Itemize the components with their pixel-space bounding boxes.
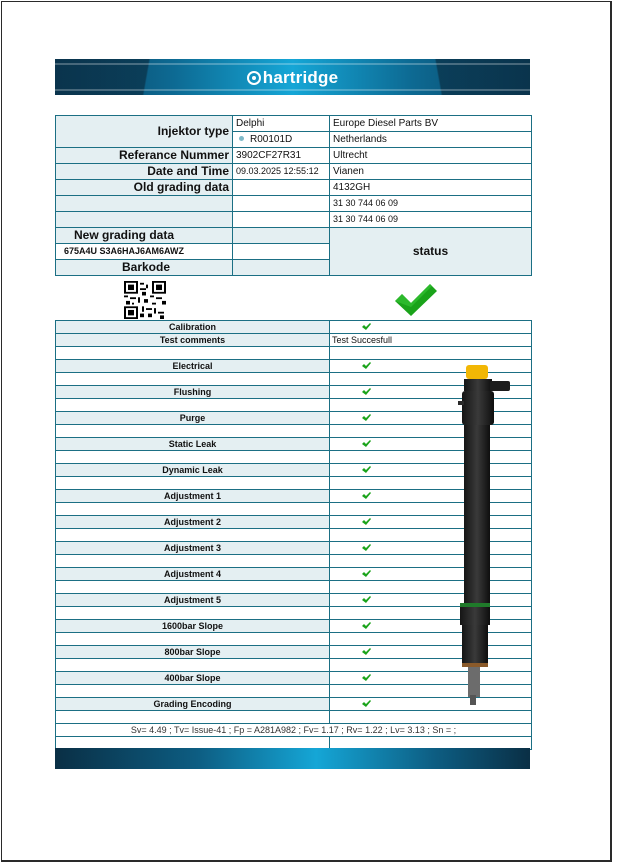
check-icon [362, 518, 371, 525]
spacer-row [56, 711, 330, 724]
check-icon [362, 440, 371, 447]
status-label: status [330, 228, 532, 276]
maker-value: Delphi [233, 116, 330, 132]
barcode-label: Barkode [56, 260, 233, 276]
company-name: Europe Diesel Parts BV [330, 116, 532, 132]
company-country: Netherlands [330, 132, 532, 148]
injector-type-label: Injektor type [56, 116, 233, 148]
datetime-label: Date and Time [56, 164, 233, 180]
test-label: Adjustment 4 [56, 568, 330, 581]
comments-value: Test Succesfull [330, 334, 532, 347]
spacer-row [56, 503, 330, 516]
spacer-row [330, 347, 532, 360]
check-icon [362, 700, 371, 707]
empty-cell [56, 212, 233, 228]
part-number-cell [233, 132, 330, 148]
injector-image [452, 365, 516, 707]
check-icon [362, 388, 371, 395]
calibration-label: Calibration [56, 321, 330, 334]
spacer-row [56, 347, 330, 360]
check-icon [362, 648, 371, 655]
test-label: Adjustment 5 [56, 594, 330, 607]
old-grading-value [233, 180, 330, 196]
part-number-value: R00101D [250, 134, 293, 145]
test-label: Adjustment 1 [56, 490, 330, 503]
check-icon [362, 492, 371, 499]
test-label: Electrical [56, 360, 330, 373]
header-table [55, 115, 532, 276]
bullet-icon [239, 136, 244, 141]
spacer-row [56, 607, 330, 620]
test-label: Dynamic Leak [56, 464, 330, 477]
check-icon [362, 544, 371, 551]
company-phone2: 31 30 744 06 09 [330, 212, 532, 228]
new-grading-label: New grading data [56, 228, 233, 244]
calibration-status [330, 321, 532, 334]
empty-cell [233, 244, 330, 260]
logo-gear-icon [247, 71, 261, 85]
test-label: 400bar Slope [56, 672, 330, 685]
check-icon [362, 466, 371, 473]
empty-cell [233, 228, 330, 244]
test-label: 800bar Slope [56, 646, 330, 659]
footer-banner [55, 748, 530, 769]
reference-label: Referance Nummer [56, 148, 233, 164]
check-icon [362, 596, 371, 603]
check-icon [362, 362, 371, 369]
datetime-value: 09.03.2025 12:55:12 [233, 164, 330, 180]
comments-label: Test comments [56, 334, 330, 347]
test-label: Static Leak [56, 438, 330, 451]
reference-value: 3902CF27R31 [233, 148, 330, 164]
empty-cell [56, 196, 233, 212]
test-label: Purge [56, 412, 330, 425]
test-label: Grading Encoding [56, 698, 330, 711]
spacer-row [56, 685, 330, 698]
parameters-footer: Sv= 4.49 ; Tv= Issue-41 ; Fp = A281A982 ; Fv= 1.17 ; Rv= 1.22 ; Lv= 3.13 ; Sn = ; [56, 724, 532, 737]
header-banner [55, 59, 530, 95]
spacer-row [56, 555, 330, 568]
old-grading-label: Old grading data [56, 180, 233, 196]
company-town: Vianen [330, 164, 532, 180]
spacer-row [56, 451, 330, 464]
spacer-row [56, 529, 330, 542]
test-label: Adjustment 2 [56, 516, 330, 529]
empty-cell [233, 196, 330, 212]
company-phone1: 31 30 744 06 09 [330, 196, 532, 212]
spacer-row [56, 373, 330, 386]
qr-code-icon [124, 281, 166, 319]
check-icon [392, 282, 440, 318]
check-icon [362, 323, 371, 330]
check-icon [362, 674, 371, 681]
empty-cell [233, 212, 330, 228]
spacer-row [56, 581, 330, 594]
test-label: 1600bar Slope [56, 620, 330, 633]
spacer-row [330, 711, 532, 724]
check-icon [362, 622, 371, 629]
empty-cell [233, 260, 330, 276]
hartridge-logo: hartridge [55, 68, 530, 88]
check-icon [362, 570, 371, 577]
spacer-row [56, 477, 330, 490]
check-icon [362, 414, 371, 421]
spacer-row [56, 425, 330, 438]
company-city: Ultrecht [330, 148, 532, 164]
new-grading-value: 675A4U S3A6HAJ6AM6AWZ [56, 244, 233, 260]
spacer-row [56, 399, 330, 412]
company-postcode: 4132GH [330, 180, 532, 196]
spacer-row [56, 633, 330, 646]
test-label: Flushing [56, 386, 330, 399]
spacer-row [56, 659, 330, 672]
test-label: Adjustment 3 [56, 542, 330, 555]
